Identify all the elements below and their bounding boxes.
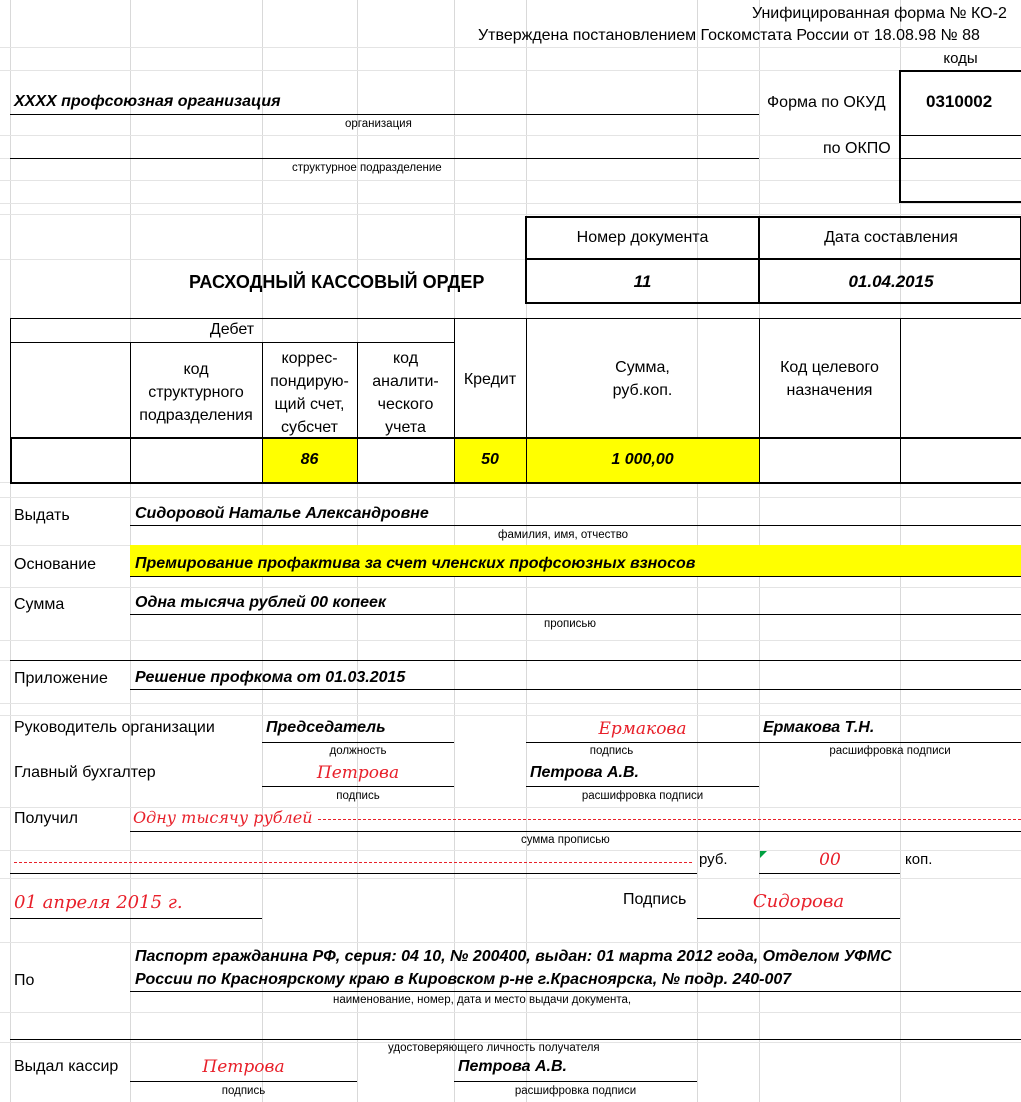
codes-box-top bbox=[899, 70, 1021, 72]
received-amount-words: Одну тысячу рублей bbox=[133, 808, 313, 827]
cashier-decode-caption: расшифровка подписи bbox=[514, 1085, 637, 1097]
credit-header: Кредит bbox=[463, 371, 517, 388]
cashier-signature: Петрова bbox=[202, 1057, 285, 1077]
recipient-sign-underline bbox=[697, 918, 900, 919]
approval-line: Утверждена постановлением Госкомстата России от 18.08.98 № 88 bbox=[478, 27, 980, 44]
col-struct-header: код структурного подразделения bbox=[139, 361, 253, 424]
subdivision-underline bbox=[10, 158, 759, 159]
received-amount-caption: сумма прописью bbox=[521, 834, 610, 846]
received-amount-underline bbox=[130, 831, 1021, 832]
cashier-sign-underline bbox=[130, 1081, 357, 1082]
kop-underline bbox=[759, 873, 900, 874]
passport-caption-2: удостоверяющего личность получателя bbox=[388, 1042, 600, 1054]
sum-words-label: Сумма bbox=[14, 596, 65, 613]
cashier-sign-caption: подпись bbox=[221, 1085, 266, 1097]
codes-divider-2 bbox=[901, 158, 1021, 159]
received-date-underline bbox=[10, 918, 262, 919]
recipient-sign-label: Подпись bbox=[623, 891, 687, 908]
organization-underline bbox=[10, 114, 759, 115]
received-amount-dashes bbox=[318, 819, 1021, 820]
debit-header: Дебет bbox=[209, 321, 255, 338]
passport-label: По bbox=[14, 972, 35, 989]
sum-words-caption: прописью bbox=[544, 618, 597, 630]
head-position-underline bbox=[262, 742, 454, 743]
received-date: 01 апреля 2015 г. bbox=[14, 892, 183, 913]
passport-line-1: Паспорт гражданина РФ, серия: 04 10, № 200400, выдан: 01 марта 2012 года, Отделом УФМС bbox=[135, 948, 892, 965]
accountant-sign-underline bbox=[262, 786, 454, 787]
doc-number-label: Номер документа bbox=[576, 229, 709, 246]
kop-value: 00 bbox=[819, 850, 841, 870]
received-label: Получил bbox=[14, 810, 78, 827]
head-sign-underline bbox=[526, 742, 759, 743]
organization-caption: организация bbox=[345, 118, 412, 130]
doc-date-label: Дата составления bbox=[824, 229, 958, 246]
position-caption: должность bbox=[329, 745, 387, 757]
document-title: РАСХОДНЫЙ КАССОВЫЙ ОРДЕР bbox=[189, 272, 485, 292]
col-analyt-header: код аналити- ческого учета bbox=[372, 350, 439, 436]
accountant-sign-caption: подпись bbox=[336, 790, 380, 802]
codes-box-bottom bbox=[899, 201, 1021, 203]
rub-underline bbox=[10, 873, 697, 874]
subdivision-caption: структурное подразделение bbox=[292, 162, 442, 174]
codes-box-left bbox=[899, 70, 901, 203]
basis-value: Премирование профактива за счет членских профсоюзных взносов bbox=[135, 555, 696, 572]
accountant-name-underline bbox=[526, 786, 759, 787]
rub-dashes bbox=[14, 862, 692, 863]
cashier-name-underline bbox=[454, 1081, 697, 1082]
attachment-label: Приложение bbox=[14, 670, 108, 687]
sum-header: Сумма, руб.коп. bbox=[612, 359, 673, 399]
corr-value: 86 bbox=[300, 451, 319, 468]
basis-label: Основание bbox=[14, 556, 97, 573]
head-sign-caption: подпись bbox=[589, 745, 634, 757]
target-header: Код целевого назначения bbox=[780, 359, 879, 399]
head-position: Председатель bbox=[266, 719, 386, 736]
head-decode-caption: расшифровка подписи bbox=[829, 745, 951, 757]
doc-box-hdivider bbox=[525, 258, 1021, 260]
kop-label: коп. bbox=[905, 851, 933, 868]
col-corr-header: коррес- пондирую- щий счет, субсчет bbox=[270, 350, 349, 436]
passport-underline-2 bbox=[10, 1039, 1021, 1040]
rub-label: руб. bbox=[699, 851, 728, 868]
head-label: Руководитель организации bbox=[14, 719, 215, 736]
cashier-name: Петрова А.В. bbox=[458, 1058, 567, 1075]
passport-underline bbox=[130, 991, 1021, 992]
passport-caption-1: наименование, номер, дата и место выдачи документа, bbox=[333, 994, 632, 1006]
issue-value: Сидоровой Наталье Александровне bbox=[135, 505, 429, 522]
head-signature: Ермакова bbox=[598, 719, 687, 739]
sum-value: 1 000,00 bbox=[611, 451, 674, 468]
accountant-signature: Петрова bbox=[316, 763, 400, 783]
okpo-label: по ОКПО bbox=[823, 140, 891, 157]
accountant-decode-caption: расшифровка подписи bbox=[581, 790, 704, 802]
codes-title: коды bbox=[943, 50, 978, 67]
sum-words-value: Одна тысяча рублей 00 копеек bbox=[135, 594, 387, 611]
doc-number-value: 11 bbox=[633, 272, 652, 291]
attachment-value: Решение профкома от 01.03.2015 bbox=[135, 669, 406, 686]
organization-name: XXXX профсоюзная организация bbox=[14, 93, 281, 110]
sum-extra-underline bbox=[10, 660, 1021, 661]
okud-label: Форма по ОКУД bbox=[767, 94, 886, 111]
cashier-label: Выдал кассир bbox=[14, 1058, 119, 1075]
credit-value: 50 bbox=[481, 451, 499, 468]
basis-underline bbox=[130, 576, 1021, 577]
doc-date-value: 01.04.2015 bbox=[848, 272, 934, 291]
okud-value: 0310002 bbox=[926, 92, 993, 111]
accountant-name: Петрова А.В. bbox=[530, 764, 639, 781]
form-code-line: Унифицированная форма № КО-2 bbox=[752, 5, 1007, 22]
head-name-underline bbox=[759, 742, 1021, 743]
recipient-signature: Сидорова bbox=[752, 891, 845, 912]
accountant-label: Главный бухгалтер bbox=[14, 764, 156, 781]
issue-label: Выдать bbox=[14, 507, 70, 524]
fio-caption: фамилия, имя, отчество bbox=[498, 529, 629, 541]
issue-underline bbox=[130, 525, 1021, 526]
passport-line-2: России по Красноярскому краю в Кировском р-не г.Красноярска, № подр. 240-007 bbox=[135, 971, 792, 988]
codes-divider-1 bbox=[901, 135, 1021, 136]
attachment-underline bbox=[130, 689, 1021, 690]
head-name: Ермакова Т.Н. bbox=[763, 719, 875, 736]
sum-words-underline bbox=[130, 614, 1021, 615]
